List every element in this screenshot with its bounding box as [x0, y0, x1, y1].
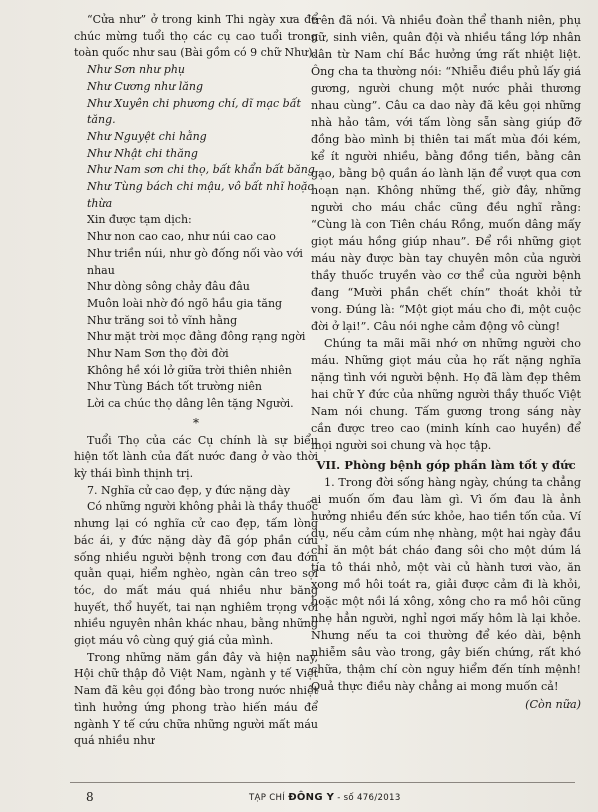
translation-line: Như dòng sông chảy đâu đâu — [87, 280, 250, 294]
translation-line: Như trăng soi tỏ vĩnh hằng — [87, 313, 238, 327]
translation-line: Như non cao cao, như núi cao cao — [87, 230, 276, 244]
body-paragraph: Chúng ta mãi mãi nhớ ơn những người cho máu. Những giọt máu của họ rất nặng nghĩa nặng tình với người bệnh. Họ đã làm đẹp thêm hai chữ Y đức của những người thầy thuốc Việt Nam nói chung. Tấm gương trong sáng này cần được treo cao (minh kính cao huyền) để mọi người soi chung và học tập. — [311, 337, 581, 452]
journal-title: ĐÔNG Y — [288, 792, 335, 803]
verse-line: Như Nhật chi thăng — [87, 146, 198, 160]
body-paragraph: Trong những năm gần đây và hiện nay, Hội chữ thập đỏ Việt Nam, ngành y tế Việt Nam đã kêu gọi đồng bào trong nước nhiệt tình hưởng ứng phong trào hiến máu để ngành Y tế cứu chữa những người mất máu quá nhiều như — [74, 650, 318, 748]
verse-line: Như Nam sơn chi thọ, bất khẩn bất băng — [87, 163, 315, 177]
right-column — [311, 12, 581, 713]
section-heading: VII. Phòng bệnh góp phần làm tốt y đức — [316, 458, 576, 472]
journal-prefix: TẠP CHÍ — [249, 793, 286, 803]
translation-line: Như Nam Sơn thọ đời đời — [87, 347, 229, 361]
journal-issue: - số 476/2013 — [337, 793, 401, 803]
subsection-heading: 7. Nghĩa cử cao đẹp, y đức nặng dày — [87, 483, 291, 497]
verse-line: Như Cương như lăng — [87, 79, 203, 93]
translation-line: Muôn loài nhờ đó ngõ hầu gia tăng — [87, 296, 283, 310]
translation-line: Không hề xói lở giữa trời thiên nhiên — [87, 363, 292, 377]
page-number: 8 — [86, 790, 94, 804]
continued-note: (Còn nữa) — [525, 698, 581, 711]
body-paragraph: Có những người không phải là thầy thuốc nhưng lại có nghĩa cử cao đẹp, tấm lòng bác ái, y đức nặng dày đã góp phần cứu sống nhiều người bệnh trong cơn đau đớn quằn quại, hiểm nghèo, ngàn cân treo sợi tóc, do mất máu quá nhiều như băng huyết, thổ huyết, tai nạn nghiêm trọng với nhiều nguyên nhân khác nhau, bằng những giọt máu vô cùng quý giá của mình. — [74, 500, 318, 648]
left-column — [74, 12, 318, 750]
verse-line: Như Xuyên chi phương chí, dĩ mạc bất tăng. — [87, 96, 301, 127]
journal-name — [249, 792, 401, 803]
translation-line: Lời ca chúc thọ dâng lên tặng Người. — [87, 397, 294, 411]
body-paragraph: trên đã nói. Và nhiều đoàn thể thanh niên, phụ nữ, sinh viên, quân đội và nhiều tầng lớp nhân dân từ Nam chí Bắc hưởng ứng rất nhiệt liệt. Ông cha ta thường nói: “Nhiễu điều phủ lấy giá gương, người chung một nước phải thương nhau cùng”. Câu ca dao này đã kêu gọi những nhà hảo tâm, với tấm lòng sẵn sàng giúp đỡ đồng bào mình bị thiên tai mất mùa đói kém, kể ít người nhiều, bằng đồng tiền, bằng cân gạo, bằng bộ quần áo lành lặn để vượt qua cơn hoạn nạn. Không những thế, giờ đây, những người cho máu chắc cũng đều nghĩ rằng: “Cùng là con Tiên cháu Rồng, muốn dâng mấy giọt máu hồng giúp nhau”. Để rồi những giọt máu này được bàn tay chuyên môn của người thầy thuốc truyền vào cơ thể của người bệnh đang “Mười phần chết chín” thoát khỏi tử vong. Đúng là: “Một giọt máu cho đi, một cuộc đời ở lại!”. Câu nói nghe cảm động vô cùng! — [311, 14, 581, 333]
body-paragraph: 1. Trong đời sống hàng ngày, chúng ta chẳng ai muốn ốm đau làm gì. Vì ốm đau là ảnh hưởng nhiều đến sức khỏe, hao tiền tốn của. Ví dụ, nếu cảm cúm nhẹ nhàng, một hai ngày đầu chỉ ăn một bát cháo đang sôi cho một dúm lá tía tô thái nhỏ, một vài củ hành tươi vào, ăn xong mồ hôi toát ra, giải được cảm đi là khỏi, hoặc một nồi lá xông, xông cho ra mồ hôi cũng nhẹ hẳn người, nghỉ ngơi mấy hôm là lại khỏe. Nhưng nếu ta coi thường để kéo dài, bệnh nhiễm sâu vào trong, gây biến chứng, rất khó chữa, thậm chí còn nguy hiểm đến tính mệnh! Quả thực điều này chẳng ai mong muốn cả! — [311, 476, 581, 693]
verse-line: Như Tùng bách chi mậu, vô bất nhĩ hoặc thừa — [87, 180, 314, 210]
translation-line: Như mặt trời mọc đằng đông rạng ngời — [87, 330, 306, 344]
footer-rule — [70, 782, 575, 783]
page-footer — [0, 772, 598, 812]
verse-line: Như Sơn như phụ — [87, 63, 185, 77]
verse-line: Như Nguyệt chi hằng — [87, 129, 207, 143]
body-paragraph: Tuổi Thọ của các Cụ chính là sự biểu hiện tốt lành của đất nước đang ở vào thời kỳ thái bình thịnh trị. — [74, 433, 318, 480]
translation-line: Như Tùng Bách tốt trường niên — [87, 380, 262, 394]
intro-paragraph: “Cửa như” ở trong kinh Thi ngày xưa để chúc mừng tuổi thọ các cụ cao tuổi trong toàn quốc như sau (Bài gồm có 9 chữ Như). — [74, 13, 318, 60]
translation-intro: Xin được tạm dịch: — [87, 213, 192, 227]
section-separator: * — [193, 415, 199, 430]
translation-line: Như triền núi, như gò đống nối vào với nhau — [87, 246, 303, 277]
